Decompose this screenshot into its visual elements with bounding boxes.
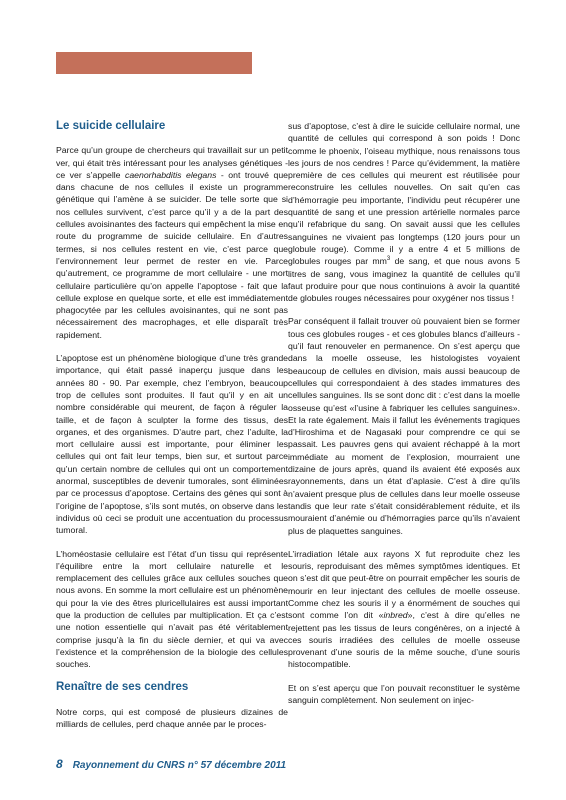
section-title-renaitre: Renaître de ses cendres <box>56 681 189 694</box>
paragraph: L’homéostasie cellulaire est l’état d’un tissu qui représente l’équilibre entre la mort cellulaire naturelle et le remplacement des cellules grâce aux cellules souches que nous avons. En somme la mort cellulaire est un phénomène qui pour la vie des êtres pluricellulaires est aussi important que la production de cellules par multiplication. Et ça c’est une notion essentielle qui n’avait pas été véritablement comprise jusqu’à la fin du siècle dernier, et qui va avec l’existence et la compréhension de la biologie des cellules souches. <box>56 548 288 670</box>
paragraph: sus d’apoptose, c’est à dire le suicide cellulaire normal, une quantité de cellules qui correspond à son poids ! Donc comme le phoenix, l’oiseau mythique, nous renaissons tous les jours de nos cendres ! Parce qu’évidemment, la matière première de ces cellules qui meurent est réutilisée pour reconstruire les cellules nouvelles. On sait qu’en cas d’hémorragie peu importante, l’individu peut récupérer une quantité de sang et une pression artérielle normales parce qu’il refabrique du sang. On savait aussi que les cellules sanguines ne vivaient pas longtemps (120 jours pour un globule rouge). Comme il y a entre 4 et 5 millions de globules rouges par $mm^3$ de sang, et que nous avons 5 litres de sang, vous imaginez la quantité de cellules qu’il faut produire pour que nous continuions à avoir la quantité de globules rouges nécessaires pour oxygéner nos tissus ! <box>288 121 521 304</box>
paragraph: Et on s’est aperçu que l’on pouvait reconstituer le système sanguin complètement. Non seulement on injec- <box>288 682 520 706</box>
page-footer <box>56 757 286 771</box>
paragraph: Par conséquent il fallait trouver où pouvaient bien se former tous ces globules rouges - et ces globules blancs d’ailleurs - qu’il faut renouveler en permanence. On s’est aperçu que dans la moelle osseuse, les histologistes voyaient beaucoup de cellules en division, mais aussi beaucoup de cellules qui correspondaient à des stades immatures des cellules sanguines. Ils se sont donc dit : c’est dans la moelle osseuse qu’est «l’usine à fabriquer les cellules sanguines». Et la rate également. Mais il fallut les événements tragiques d’Hiroshima et de Nagasaki pour comprendre ce qui se passait. Les pauvres gens qui avaient réchappé à la mort immédiate au moment de l’explosion, mourraient une dizaine de jours après, quand ils avaient été exposés aux rayonnements, dans un état d’aplasie. C’est à dire qu’ils n’avaient presque plus de cellules dans leur moelle osseuse tandis que leur rate s’était considérablement réduite, et ils mouraient d’anémie ou d’hémorragies parce qu’ils n’avaient plus de plaquettes sanguines. <box>288 316 520 536</box>
paragraph: L’irradiation létale aux rayons X fut reproduite chez les souris, reproduisant des mêmes symptômes identiques. Et on s’est dit que peut-être on pourrait empêcher les souris de mourir en leur injectant des cellules de moelle osseuse. Comme chez les souris il y a énormément de souches qui sont comme l’on dit «inbred», c’est à dire qu’elles ne rejettent pas les tissus de leurs congénères, on a injecté à ces souris irradiées des cellules de moelle osseuse provenant d’une souris de la même souche, d’une souris histocompatible. <box>288 548 520 670</box>
section-title-suicide: Le suicide cellulaire <box>56 120 166 132</box>
publication-info: Rayonnement du CNRS n° 57 décembre 2011 <box>72 760 287 771</box>
paragraph: Parce qu’un groupe de chercheurs qui travaillait sur un petit ver, qui était très intéressant pour les analyses génétiques - ce ver s’appelle caenorhabditis elegans - ont trouvé que dans chacune de nos cellules il existe un programme génétique qui l’amène à se suicider. De telle sorte que si nos cellules survivent, c’est parce qu’il y a de la part des cellules avoisinantes des facteurs qui empêchent la mise en route du programme de suicide cellulaire. En d’autres termes, si nos cellules restent en vie, c’est parce que l’environnement leur permet de rester en vie. Parce qu’autrement, ce programme de mort cellulaire - une mort cellulaire particulière qu’on appelle l’apoptose - fait que la cellule explose en quelque sorte, et elle est immédiatement phagocytée par les cellules avoisinantes, qui ne sont pas nécessairement des macrophages, et elle disparaît très rapidement. <box>56 145 288 340</box>
right-column <box>288 120 520 717</box>
left-column <box>56 120 288 741</box>
paragraph: Notre corps, qui est composé de plusieurs dizaines de milliards de cellules, perd chaque année par le proces- <box>56 706 288 730</box>
page-number: 8 <box>56 757 63 771</box>
paragraph: L’apoptose est un phénomène biologique d’une très grande importance, qui était passé inaperçu jusque dans les années 80 - 90. Par exemple, chez l’embryon, beaucoup trop de cellules sont produites. Il faut qu’il y en ait un nombre considérable qui meurent, de façon à réguler la taille, et de façon à sculpter la forme des tissus, des organes, et des organismes. D’autre part, chez l’adulte, la mort cellulaire aussi est importante, pour éliminer les cellules qui ont fait leur temps, bien sur, et surtout parce qu’un certain nombre de cellules qui ont un comportement anormal, susceptibles de devenir tumorales, sont éliminées par ce processus d’apoptose. Certains des gènes qui sont à l’origine de l’apoptose, s’ils sont mutés, on observe dans les individus où ceci se produit une accentuation du processus tumoral. <box>56 353 288 536</box>
header-color-band <box>56 52 252 74</box>
